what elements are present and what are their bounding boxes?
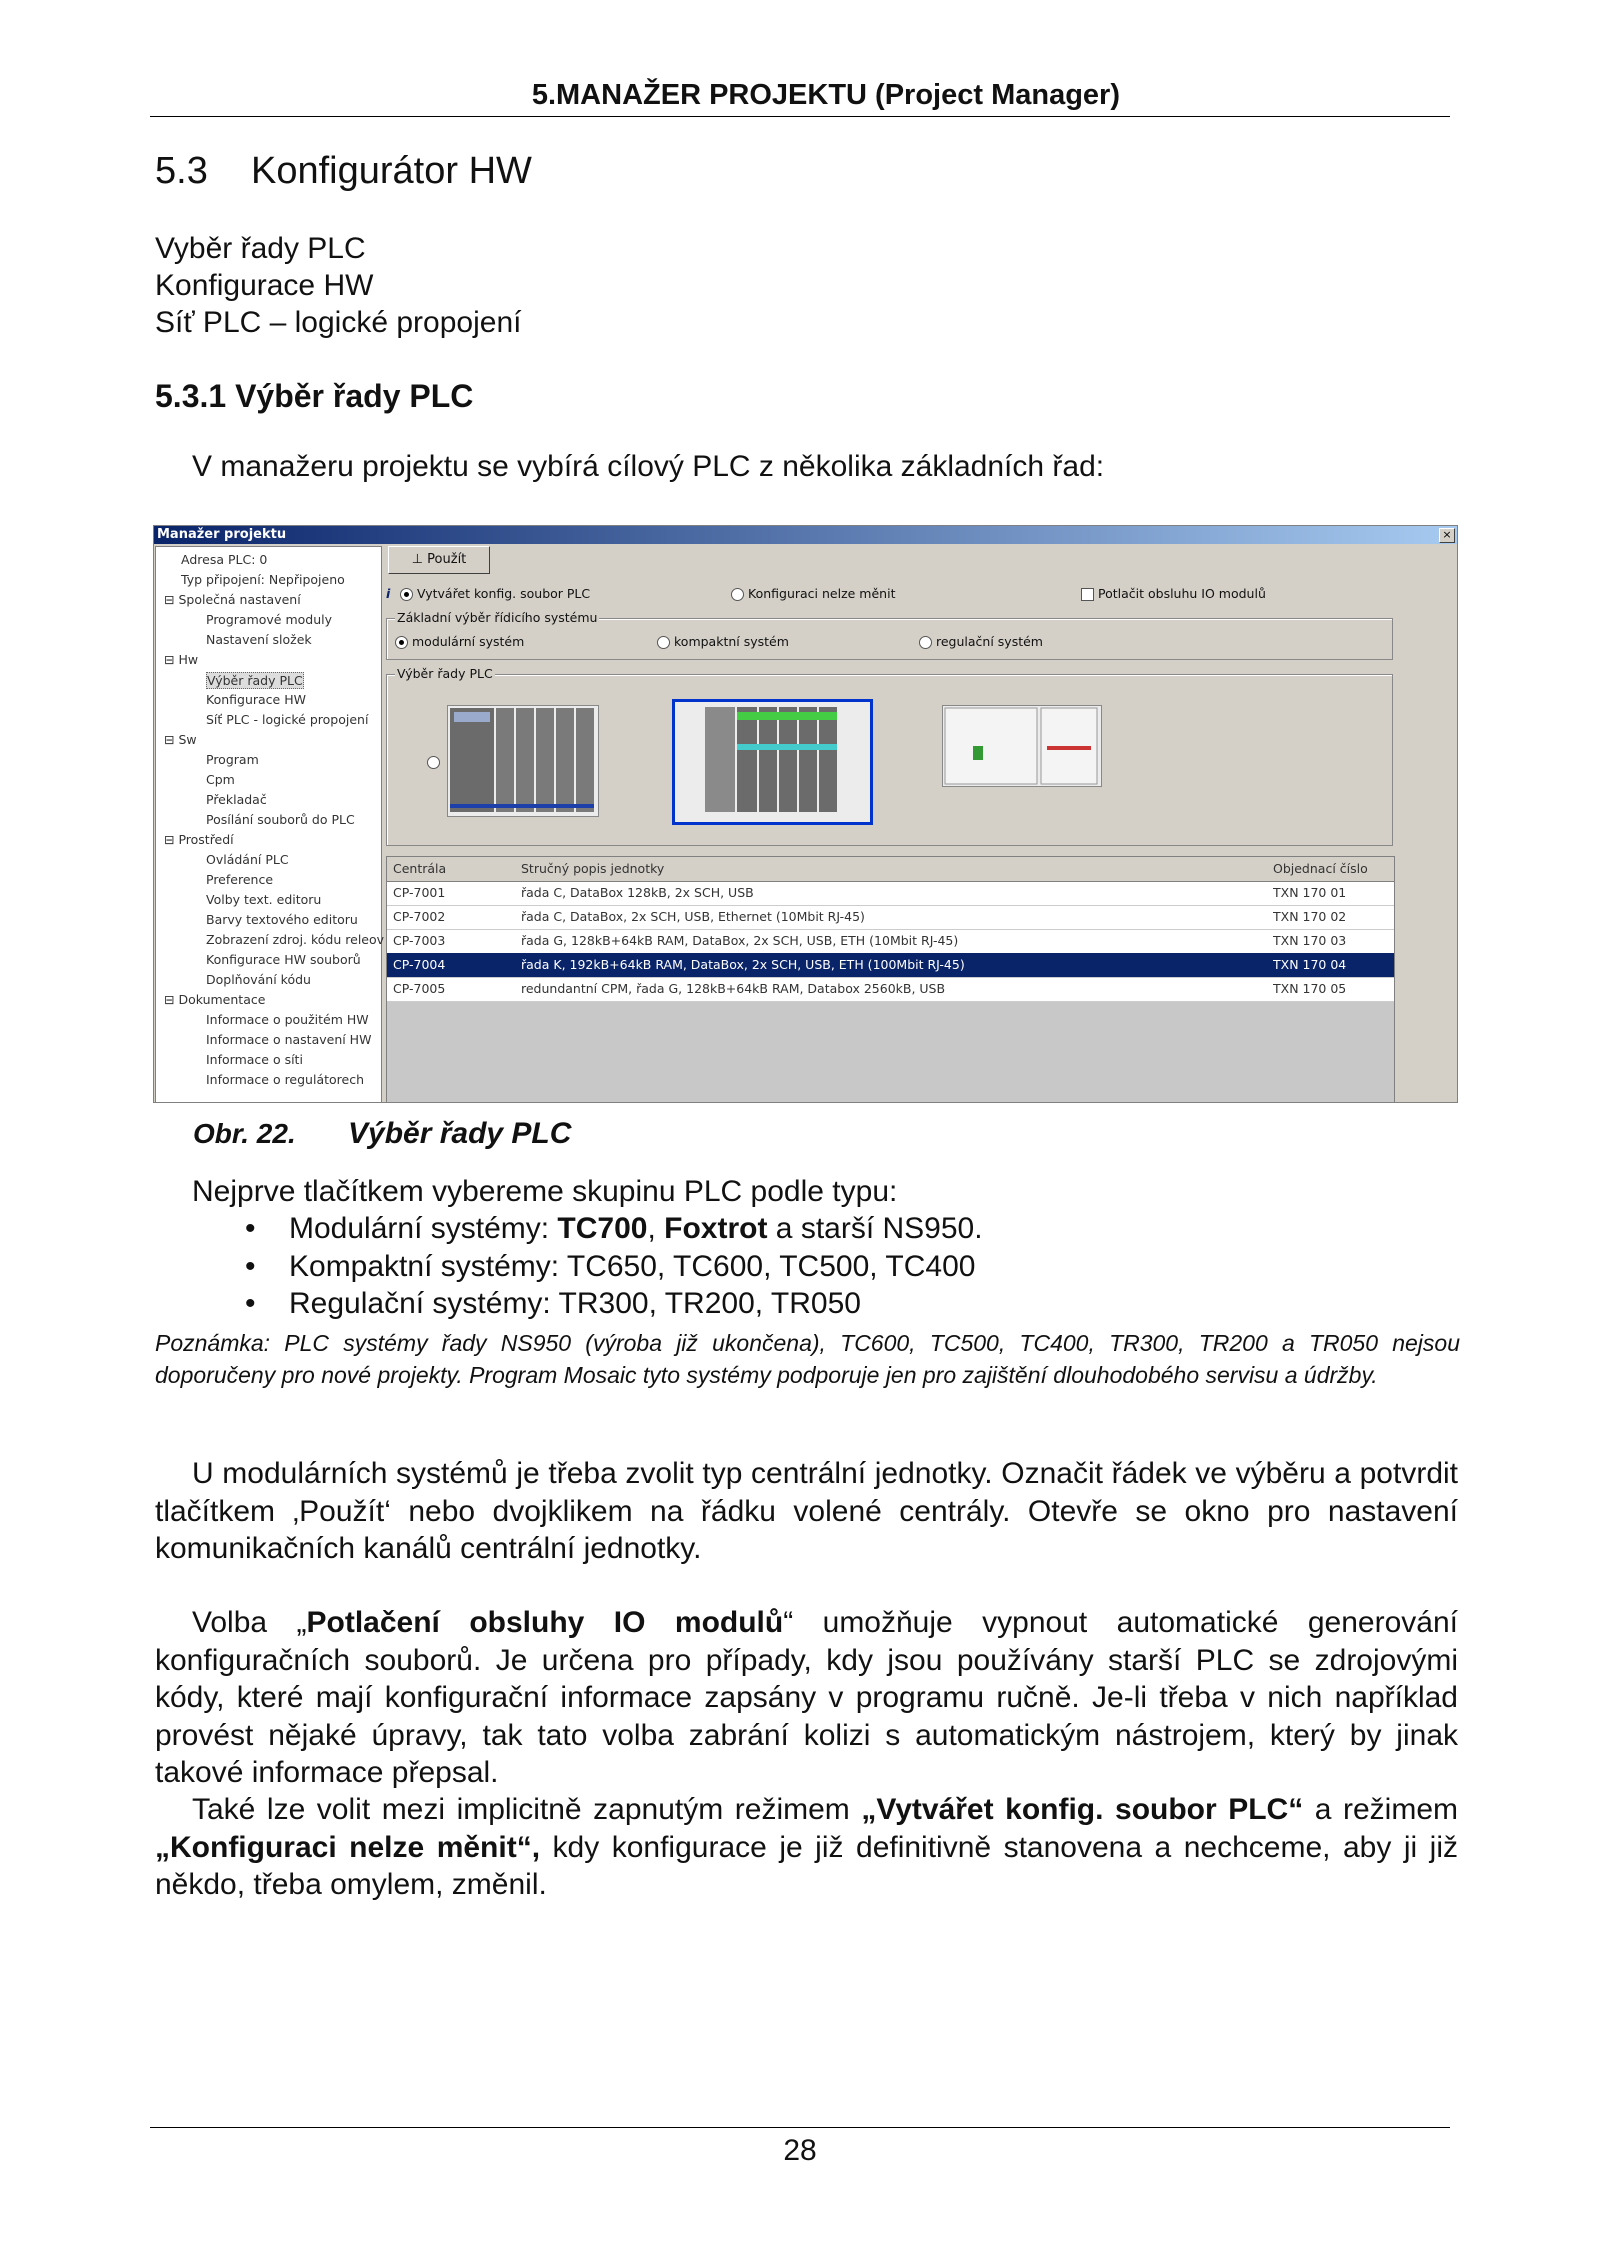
close-icon[interactable]: × [1439, 528, 1455, 543]
info-icon: i [386, 586, 391, 601]
tree-item[interactable]: Zobrazení zdroj. kódu releov [206, 932, 385, 947]
radio-icon [400, 588, 413, 601]
radio-icon [731, 588, 744, 601]
page-number: 28 [783, 2134, 817, 2167]
toc-item: Síť PLC – logické propojení [155, 306, 522, 339]
lead-text: Nejprve tlačítkem vybereme skupinu PLC podle typu: [192, 1175, 898, 1208]
paragraph-3: Také lze volit mezi implicitně zapnutým režimem „Vytvářet konfig. soubor PLC“ a režimem „Konfiguraci nelze měnit“, kdy konfigurace je již definitivně stanovena a nechceme, aby ji již někdo, třeba omylem, změnil. [155, 1793, 1458, 1901]
table-row[interactable]: CP-7003 řada G, 128kB+64kB RAM, DataBox, 2x SCH, USB, ETH (10Mbit RJ-45) TXN 170 03 [387, 929, 1394, 954]
section-heading [155, 150, 532, 193]
radio-compact[interactable]: kompaktní systém [657, 634, 789, 649]
plc-rack-icon [448, 706, 598, 816]
use-button[interactable]: ⊥ Použít [388, 546, 490, 574]
section-title: Konfigurátor HW [251, 150, 532, 192]
tree-item[interactable]: Konfigurace HW souborů [206, 952, 361, 967]
plc-image-foxtrot-selected[interactable] [672, 699, 873, 825]
radio-icon [395, 636, 408, 649]
note-text: Poznámka: PLC systémy řady NS950 (výroba již ukončena), TC600, TC500, TC400, TR300, TR200 a TR050 nejsou doporučeny pro nové projekty. Program Mosaic tyto systémy podporuje jen pro zajištění dlouhodobého servisu a údržby. [155, 1330, 1460, 1388]
table-row-selected[interactable]: CP-7004 řada K, 192kB+64kB RAM, DataBox, 2x SCH, USB, ETH (100Mbit RJ-45) TXN 170 04 [387, 953, 1394, 978]
bullet-item: • Regulační systémy: TR300, TR200, TR050 [195, 1285, 983, 1323]
tree-item[interactable]: Informace o použitém HW [206, 1012, 369, 1027]
opt-create-config[interactable]: Vytvářet konfig. soubor PLC [400, 586, 590, 601]
figure-title: Výběr řady PLC [348, 1117, 572, 1150]
tree-item[interactable]: ⊟ Hw [164, 652, 199, 667]
project-manager-window [153, 525, 1458, 1103]
system-group-label: Základní výběr řídicího systému [397, 610, 598, 625]
radio-series-1[interactable] [427, 756, 440, 769]
paragraph-1: U modulárních systémů je třeba zvolit typ centrální jednotky. Označit řádek ve výběru a potvrdit tlačítkem ‚Použít‘ nebo dvojklikem na řádku volené centrály. Otevře se okno pro nastavení komunikačních kanálů centrální jednotky. [155, 1457, 1458, 1565]
header-title: 5.MANAŽER PROJEKTU (Project Manager) [531, 79, 1120, 111]
tree-item[interactable]: Volby text. editoru [206, 892, 322, 907]
page-header [150, 78, 1450, 117]
bullet-item: • Modulární systémy: TC700, Foxtrot a starší NS950. [195, 1210, 983, 1248]
use-icon: ⊥ [411, 552, 424, 567]
tree-item[interactable]: Ovládání PLC [206, 852, 289, 867]
subsection-heading: 5.3.1 Výběr řady PLC [155, 378, 474, 414]
plc-image-tc700[interactable] [447, 705, 599, 817]
bullet-item: • Kompaktní systémy: TC650, TC600, TC500, TC400 [195, 1248, 983, 1286]
tree-item[interactable]: Barvy textového editoru [206, 912, 358, 927]
plc-rack-icon [675, 702, 865, 817]
col-header[interactable]: Centrála [393, 861, 447, 876]
tree-item[interactable]: Překladač [206, 792, 267, 807]
plc-compact-icon [943, 706, 1101, 786]
table-header [387, 857, 1394, 882]
window-titlebar: Manažer projektu [154, 526, 1457, 544]
options-row [386, 586, 1396, 601]
paragraph-2: Volba „Potlačení obsluhy IO modulů“ umožňuje vypnout automatické generování konfiguračních souborů. Je určena pro případy, kdy jsou používány starší PLC se zdrojovými kódy, které mají konfigurační informace zapsány v programu ručně. Je-li třeba v nich například provést nějaké úpravy, tak tato volba zabrání kolizi s automatickým nástrojem, který by jinak takové informace přepsal. [155, 1606, 1458, 1789]
plc-image-compact[interactable] [942, 705, 1102, 787]
bullet-list [195, 1210, 983, 1323]
tree-item[interactable]: ⊟ Společná nastavení [164, 592, 301, 607]
tree-item[interactable]: Síť PLC - logické propojení [206, 712, 369, 727]
toc-item: Vyběr řady PLC [155, 232, 366, 265]
opt-suppress-io[interactable]: Potlačit obsluhu IO modulů [1081, 586, 1266, 601]
settings-panel [386, 546, 1457, 1102]
series-group [386, 666, 1393, 846]
series-group-label: Výběr řady PLC [397, 666, 493, 681]
tree-item[interactable]: Informace o nastavení HW [206, 1032, 372, 1047]
table-empty-area [387, 1002, 1394, 1103]
section-toc [155, 230, 521, 341]
figure-caption [193, 1117, 571, 1151]
tree-item[interactable]: Adresa PLC: 0 [181, 552, 268, 567]
tree-item[interactable]: Preference [206, 872, 274, 887]
tree-item[interactable]: Informace o regulátorech [206, 1072, 365, 1087]
table-row[interactable]: CP-7005 redundantní CPM, řada G, 128kB+64kB RAM, Databox 2560kB, USB TXN 170 05 [387, 977, 1394, 1002]
section-number: 5.3 [155, 150, 208, 192]
system-group [386, 610, 1393, 660]
tree-item[interactable]: Doplňování kódu [206, 972, 311, 987]
tree-item[interactable]: Typ připojení: Nepřipojeno [181, 572, 345, 587]
intro-text: V manažeru projektu se vybírá cílový PLC z několika základních řad: [192, 450, 1105, 483]
tree-item-selected[interactable]: Výběr řady PLC [207, 673, 303, 688]
settings-tree [155, 546, 385, 1103]
toc-item: Konfigurace HW [155, 269, 374, 302]
radio-regulation[interactable]: regulační systém [919, 634, 1043, 649]
table-row[interactable]: CP-7001 řada C, DataBox 128kB, 2x SCH, USB TXN 170 01 [387, 881, 1394, 906]
tree-item[interactable]: ⊟ Sw [164, 732, 197, 747]
tree-item[interactable]: Konfigurace HW [206, 692, 306, 707]
tree-item[interactable]: Posílání souborů do PLC [206, 812, 355, 827]
radio-icon [657, 636, 670, 649]
opt-no-change[interactable]: Konfiguraci nelze měnit [731, 586, 895, 601]
col-header[interactable]: Objednací číslo [1273, 861, 1368, 876]
tree-item[interactable]: Programové moduly [206, 612, 333, 627]
cpu-table [386, 856, 1395, 1103]
radio-icon [919, 636, 932, 649]
tree-item[interactable]: ⊟ Dokumentace [164, 992, 266, 1007]
table-row[interactable]: CP-7002 řada C, DataBox, 2x SCH, USB, Ethernet (10Mbit RJ-45) TXN 170 02 [387, 905, 1394, 930]
tree-item[interactable]: Nastavení složek [206, 632, 312, 647]
tree-item[interactable]: ⊟ Prostředí [164, 832, 234, 847]
tree-item[interactable]: Cpm [206, 772, 235, 787]
figure-number: Obr. 22. [193, 1118, 296, 1149]
col-header[interactable]: Stručný popis jednotky [521, 861, 665, 876]
radio-modular[interactable]: modulární systém [395, 634, 524, 649]
footer-rule [150, 2127, 1450, 2128]
checkbox-icon [1081, 588, 1094, 601]
tree-item[interactable]: Program [206, 752, 259, 767]
tree-item[interactable]: Informace o síti [206, 1052, 303, 1067]
